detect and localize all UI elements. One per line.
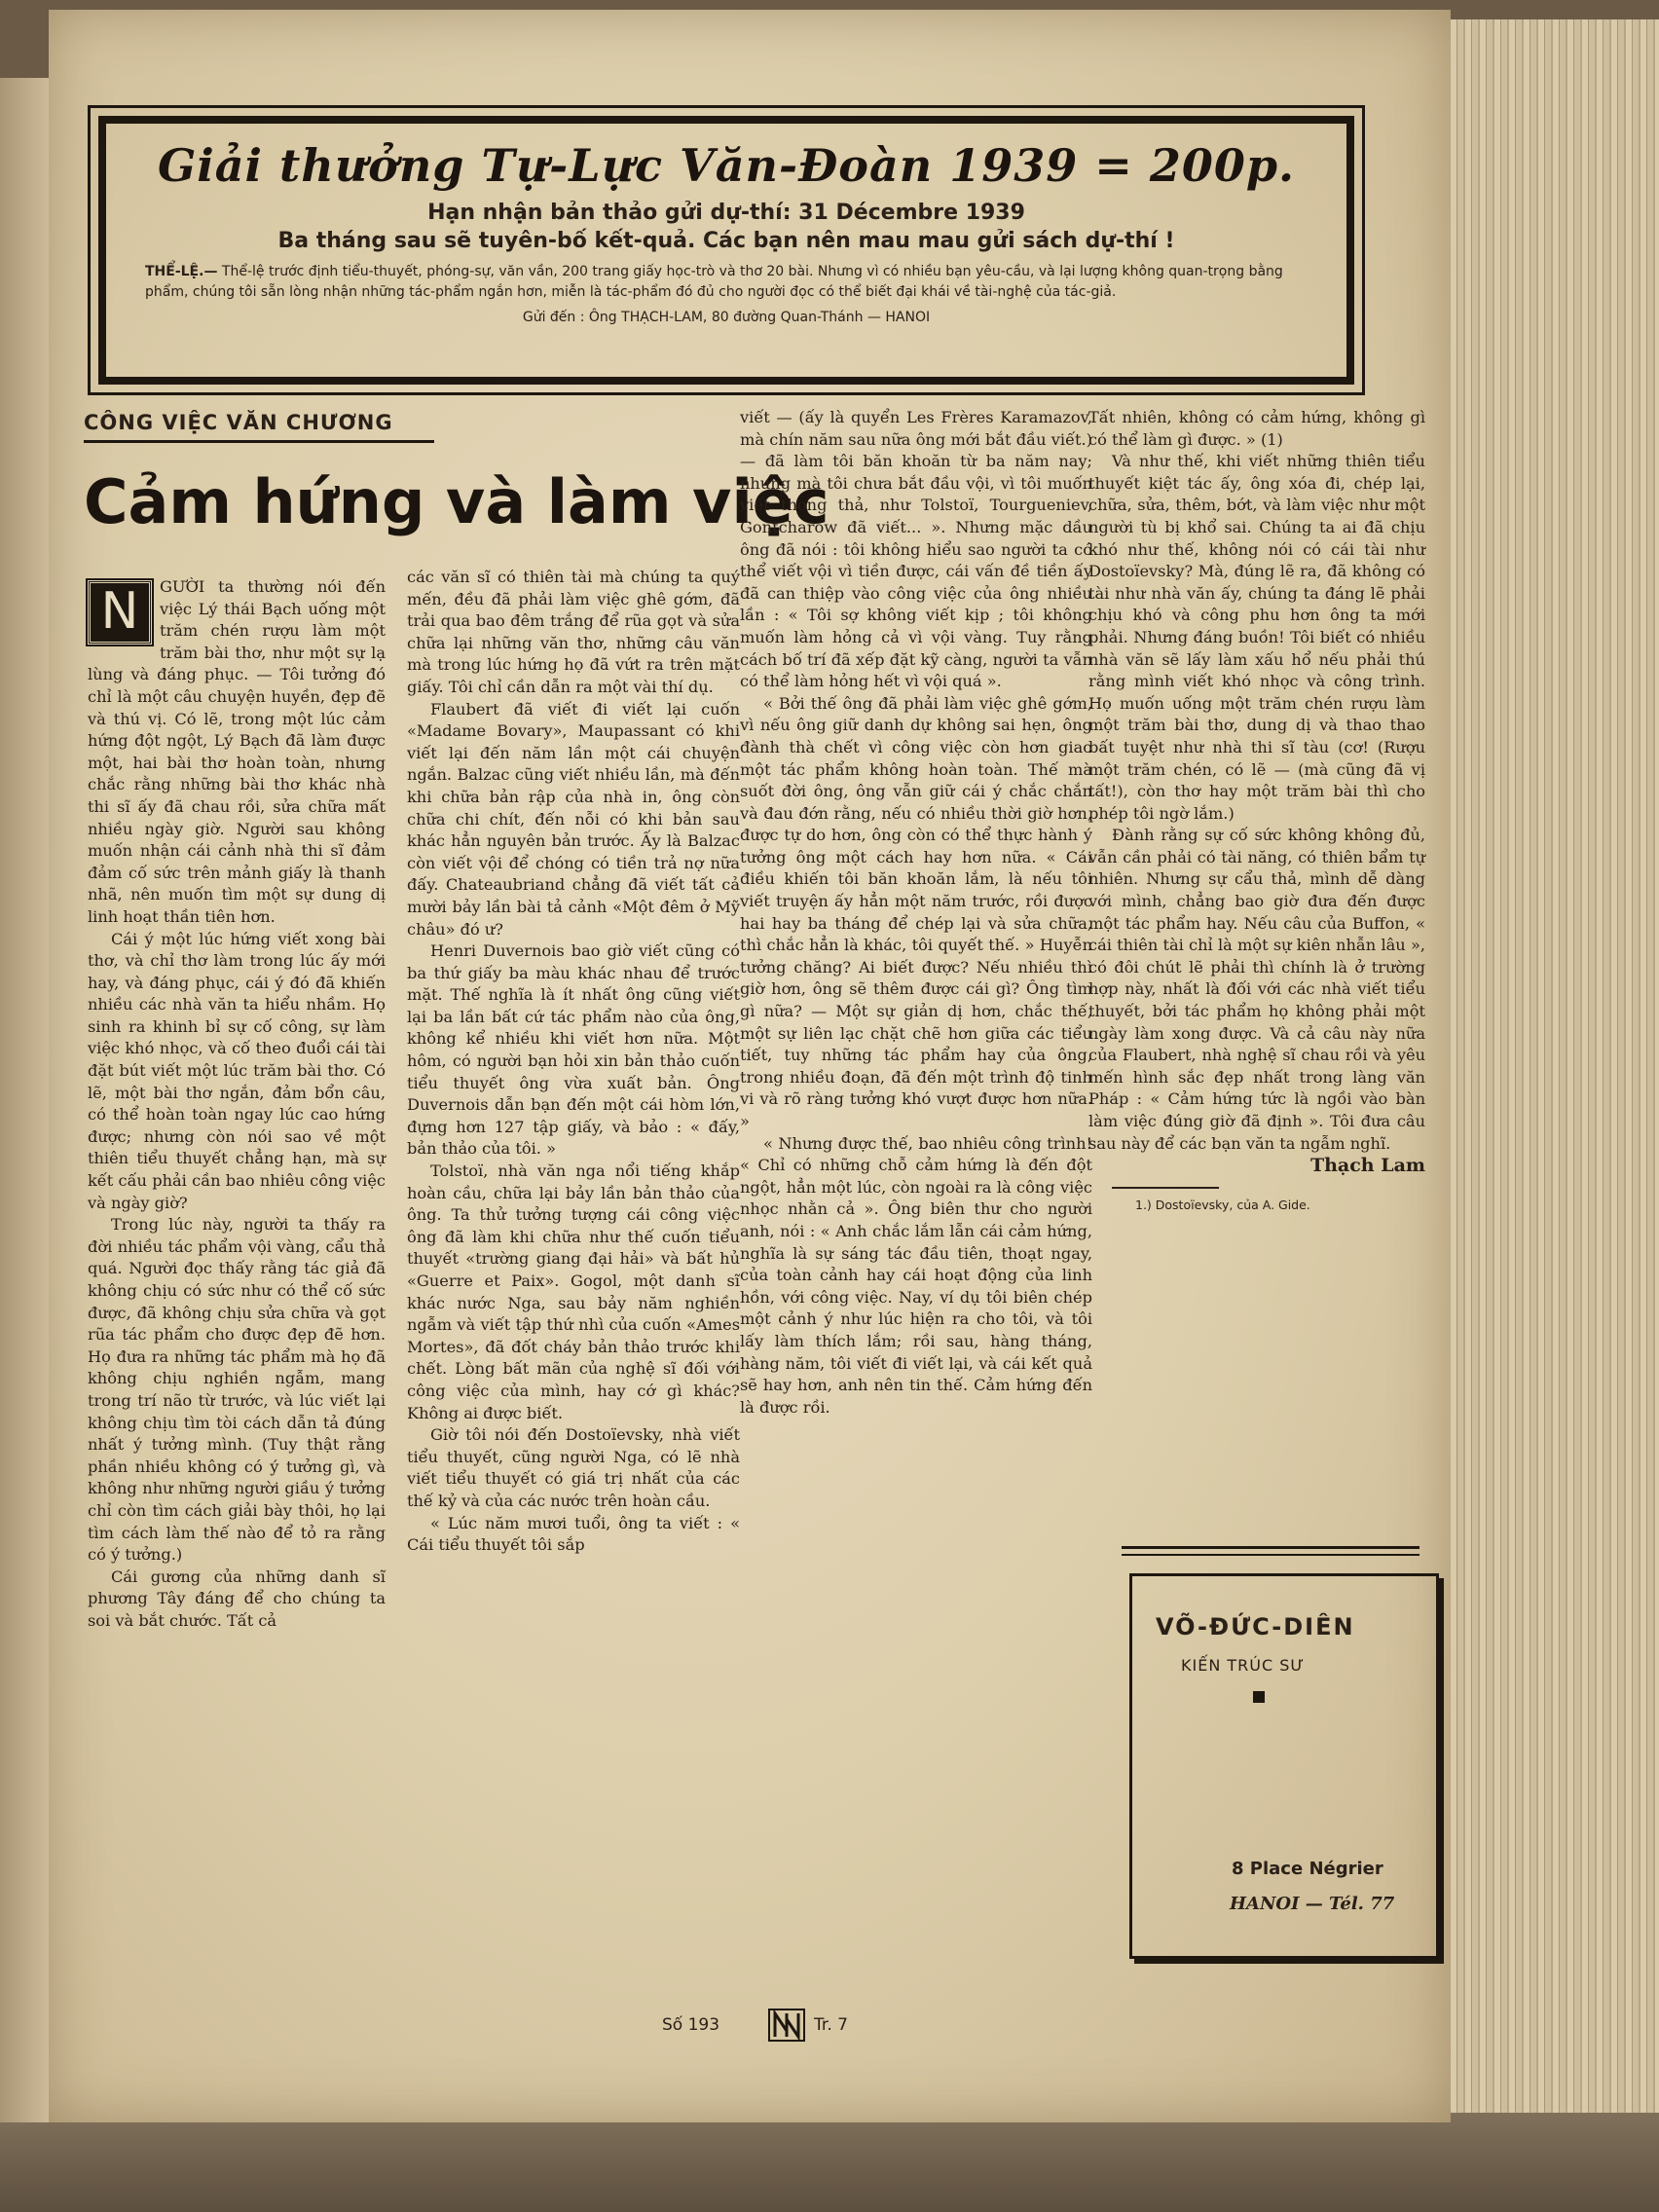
square-icon [1253,1691,1265,1703]
contest-inner-border [98,116,1354,385]
footnote: 1.) Dostoïevsky, của A. Gide. [1135,1197,1310,1212]
article-title: Cảm hứng và làm việc [84,466,830,537]
article-paragraph: Cái gương của những danh sĩ phương Tây đáng để cho chúng ta soi và bắt chước. Tất cả [88,1567,386,1630]
article-paragraph: « Bởi thế ông đã phải làm việc ghê gớm, vì nếu ông giữ danh dự không sai hẹn, ông đành thà chết vì công việc còn hơn giao một tác phẩm không hoàn toàn. Thế mà suốt đời ông, ông vẫn giữ cái ý chắc chắn và đau đớn rằng, nếu có nhiều thời giờ hơn, được tự do hơn, ông còn có thể thực hành ý tưởng ông một cách hay hơn nữa. « Cái điều khiến tôi băn khoăn lắm, là nếu tôi viết truyện ấy hẳn một năm trước, rồi được hai hay ba tháng để chép lại và sửa chữa, thì chắc hẳn là khác, tôi quyết thế. » Huyễn tưởng chăng? Ai biết được? Nếu nhiều thì giờ hơn, ông sẽ thêm được cái gì? Ông tìm gì nữa? — Một sự giản dị hơn, chắc thế, một sự liên lạc chặt chẽ hơn giữa các tiểu tiết, tuy những tác phẩm hay của ông, trong nhiều đoạn, đã đến một trình độ tinh vi và rõ ràng tưởng khó vượt được hơn nữa. » [740,693,1092,1130]
ad-city: HANOI — Tél. 77 [1230,1894,1395,1914]
article-paragraph: « Nhưng được thế, bao nhiêu công trình! « Chỉ có những chỗ cảm hứng là đến đột ngột, hẳn một lúc, còn ngoài ra là công việc nhọc nhằn cả ». Ông biên thư cho người anh, nói : « Anh chắc lắm lẫn cái cảm hứng, nghĩa là sự sáng tác đầu tiên, thoạt ngay, của toàn cảnh hay cái hoạt động của linh hồn, với công việc. Nay, ví dụ tôi biên chép một cảnh ý như lúc hiện ra cho tôi, và tôi lấy làm thích lắm; rồi sau, hàng tháng, hàng năm, tôi viết đi viết lại, và cái kết quả sẽ hay hơn, anh nên tin thế. Cảm hứng đến là được rồi. [740,1133,1092,1417]
page-folio [652,2006,944,2045]
contest-rules-label: THỂ-LỆ.— [145,264,218,279]
drop-cap: N [88,580,152,645]
contest-announcement [88,105,1365,395]
article-paragraph: Giờ tôi nói đến Dostoïevsky, nhà viết tiểu thuyết, cũng người Nga, có lẽ nhà viết tiểu thuyết có giá trị nhất của các thế kỷ và của các nước trên hoàn cầu. [407,1425,740,1510]
article-paragraph: Cái ý một lúc hứng viết xong bài thơ, và chỉ thơ làm trong lúc ấy mới hay, và đáng phục, cái ý đó đã khiến nhiều các nhà văn ta hiểu nhầm. Họ sinh ra khinh bỉ sự cố công, sự làm việc khó nhọc, và cố theo đuổi cái tài đặt bút viết một lúc trăm bài thơ. Có lẽ, một bài thơ ngắn, đảm bổn câu, có thể hoàn toàn ngay lúc cao hứng được; nhưng còn nói sao về một thiên tiểu thuyết chẳng hạn, mà sự kết cấu phải cần bao nhiêu công việc và ngày giờ? [88,929,386,1212]
page-number: Tr. 7 [814,2015,848,2035]
article-paragraph: Trong lúc này, người ta thấy ra đời nhiều tác phẩm vội vàng, cẩu thả quá. Người đọc thấy rằng tác giả đã không chịu có sức như có thể cố sức được, đã không chịu sửa chữa và gọt rũa tác phẩm cho được đẹp đẽ hơn. Họ đưa ra những tác phẩm mà họ đã không chịu nghiền ngẫm, mang trong trí não từ trước, và lúc viết lại không chịu tìm tòi cách dẫn tả đúng nhất ý tưởng mình. (Tuy thật rằng phần nhiều không có ý tưởng gì, và không như những người giầu ý tưởng chỉ còn tìm cách giải bày thôi, họ lại tìm cách làm thế nào để tỏ ra rằng có ý tưởng.) [88,1215,386,1565]
ad-title: KIẾN TRÚC SƯ [1181,1656,1306,1675]
article-paragraph: Tolstoï, nhà văn nga nổi tiếng khắp hoàn cầu, chữa lại bảy lần bản thảo của ông. Ta thử tưởng tượng cái công việc ông đã làm khi chữa như thế cuốn tiểu thuyết «trường giang đại hải» và bất hủ «Guerre et Paix». Gogol, một danh sĩ khác nước Nga, sau bảy năm nghiền ngẫm và viết tập thứ nhì của cuốn «Ames Mortes», đã đốt cháy bản thảo trước khi chết. Lòng bất mãn của nghệ sĩ đối với công việc của mình, hay cớ gì khác? Không ai được biết. [407,1161,740,1422]
page-stack-edge [1441,19,1659,2113]
paragraph-text: GƯỜI ta thường nói đến việc Lý thái Bạch uống một trăm chén rượu làm một trăm bài thơ, như một sự lạ lùng và đáng phục. — Tôi tưởng đó chỉ là một câu chuyện huyền, đẹp đẽ và thú vị. Có lẽ, trong một lúc cảm hứng đột ngột, Lý Bạch đã làm được một, hai bài thơ hoàn toàn, nhưng chắc rằng những bài thơ khác nhà thi sĩ ấy đã chau rồi, sửa chữa mất nhiều ngày giờ. Người sau không muốn nhận cái cảnh nhà thi sĩ đảm đảm cố sức trên mảnh giấy là thanh nhã, nên muốn tìm một sự dung dị linh hoạt thần tiên hơn. [88,577,386,926]
architect-advertisement [1129,1573,1439,1959]
contest-rules [145,262,1308,303]
ad-divider [1122,1546,1419,1556]
contest-rules-text: Thể-lệ trước định tiểu-thuyết, phóng-sự, văn vần, 200 trang giấy học-trò và thơ 20 bài. Nhưng vì có nhiều bạn yêu-cầu, và lại lượng không quan-trọng bằng phẩm, chúng tôi sẵn lòng nhận những tác-phẩm ngắn hơn, miễn là tác-phẩm đó đủ cho người đọc có thể biết đại khái về tài-nghệ của tác-giả. [145,264,1283,300]
article-column-4 [1088,407,1425,1507]
ngay-nay-logo-icon [767,2006,806,2045]
section-label: CÔNG VIỆC VĂN CHƯƠNG [84,411,434,443]
article-paragraph: Flaubert đã viết đi viết lại cuốn «Madame Bovary», Maupassant có khi viết lại đến năm lần một cái chuyện ngắn. Balzac cũng viết nhiều lần, mà đến khi chữa bản rập của nhà in, ông còn chữa chi chít, đến nỗi có khi bản sau khác hẳn nguyên bản trước. Ấy là Balzac còn viết vội để chóng có tiền trả nợ nữa đấy. Chateaubriand chẳng đã viết tất cả mười bảy lần bài tả cảnh «Một đêm ở Mỹ châu» đó ư? [407,699,740,939]
contest-results: Ba tháng sau sẽ tuyên-bố kết-quả. Các bạn nên mau mau gửi sách dự-thí ! [277,229,1175,253]
left-page-edge [0,78,51,2122]
article-column-2 [407,567,740,1978]
article-paragraph: viết — (ấy là quyển Les Frères Karamazov, mà chín năm sau nữa ông mới bắt đầu viết.) — đã làm tôi băn khoăn từ ba năm nay; nhưng mà tôi chưa bắt đầu vội, vì tôi muốn viết thong thả, như Tolstoï, Tourgueniev, Gontcharow đã viết... ». Nhưng mặc dầu ông đã nói : tôi không hiểu sao người ta có thể viết vội vì tiền được, cái vấn đề tiền ấy đã can thiệp vào công việc của ông nhiều lần : « Tôi sợ không viết kịp ; tôi không muốn làm hỏng cả vì vội vàng. Tuy rằng cách bố trí đã xếp đặt kỹ càng, người ta vẫn có thể làm hỏng hết vì vội quá ». [740,408,1092,691]
footnote-divider [1112,1187,1219,1189]
article-paragraph: « Lúc năm mươi tuổi, ông ta viết : « Cái tiểu thuyết tôi sắp [407,1513,740,1555]
contest-title: Giải thưởng Tự-Lực Văn-Đoàn 1939 = 200p. [157,139,1296,192]
issue-number: Số 193 [662,2015,720,2035]
article-column-3 [740,407,1092,1974]
article-paragraph: Và như thế, khi viết những thiên tiểu thuyết kiệt tác ấy, ông xóa đi, chép lại, chữa, sửa, thêm, bớt, và làm việc như một người tù bị khổ sai. Chúng ta ai đã chịu khó như thế, không nói có cái tài như Dostoïevsky? Mà, đúng lẽ ra, đã không có tài như nhà văn ấy, chúng ta đáng lẽ phải chịu khó và công phu hơn ông ta mới phải. Nhưng đáng buồn! Tôi biết có nhiều nhà văn sẽ lấy làm xấu hổ nếu phải thú rằng mình viết khó nhọc và công trình. Họ muốn uống một trăm chén rượu làm một trăm bài thơ, dung dị và thao thao bất tuyệt như nhà thi sĩ tàu (cơ! (Rượu một trăm chén, có lẽ — (mà cũng đã vị tất!), còn thơ hay một trăm bài thì cho phép tôi ngờ lắm.) [1088,452,1425,823]
article-paragraph: Henri Duvernois bao giờ viết cũng có ba thứ giấy ba màu khác nhau để trước mặt. Thế nghĩa là ít nhất ông cũng viết lại ba lần bất cứ tác phẩm nào của ông, không kể nhiều khi viết hơn nữa. Một hôm, có người bạn hỏi xin bản thảo cuốn tiểu thuyết ông vừa xuất bản. Ông Duvernois dẫn bạn đến một cái hòm lớn, đựng hơn 127 tập giấy, và bảo : « đấy, bản thảo của tôi. » [407,941,740,1159]
ad-name: VÕ-ĐỨC-DIÊN [1156,1613,1355,1641]
contest-deadline: Hạn nhận bản thảo gửi dự-thí: 31 Décembre 1939 [427,201,1025,225]
article-paragraph: Đành rằng sự cố sức không không đủ, vẫn cần phải có tài năng, có thiên bẩm tự nhiên. Nhưng sự cẩu thả, mình dễ dàng với mình, chẳng bao giờ đưa đến được một tác phẩm hay. Nếu câu của Buffon, « cái thiên tài chỉ là một sự kiên nhẫn lâu », có đôi chút lẽ phải thì chính là ở trường hợp này, nhất là đối với các nhà viết tiểu thuyết, bởi tác phẩm họ không phải một ngày làm xong được. Và cả câu này nữa của Flaubert, nhà nghệ sĩ chau rồi và yêu mến hình sắc đẹp nhất trong làng văn Pháp : « Cảm hứng tức là ngồi vào bàn làm việc đúng giờ đã định ». Tôi đưa câu sau này để các bạn văn ta ngẫm nghĩ. [1088,826,1425,1153]
article-paragraph [88,576,386,929]
author-signature: Thạch Lam [1309,1155,1425,1177]
ad-address: 8 Place Négrier [1232,1859,1383,1879]
article-paragraph: Tất nhiên, không có cảm hứng, không gì có thể làm gì được. » (1) [1088,408,1425,449]
article-paragraph: các văn sĩ có thiên tài mà chúng ta quý mến, đều đã phải làm việc ghê gớm, đã trải qua bao đêm trắng để rũa gọt và sửa chữa lại những văn thơ, những câu văn mà trong lúc hứng họ đã vứt ra trên mặt giấy. Tôi chỉ cần dẫn ra một vài thí dụ. [407,568,740,696]
article-column-1 [88,576,386,1978]
contest-address: Gửi đến : Ông THẠCH-LAM, 80 đường Quan-Thánh — HANOI [522,310,931,325]
